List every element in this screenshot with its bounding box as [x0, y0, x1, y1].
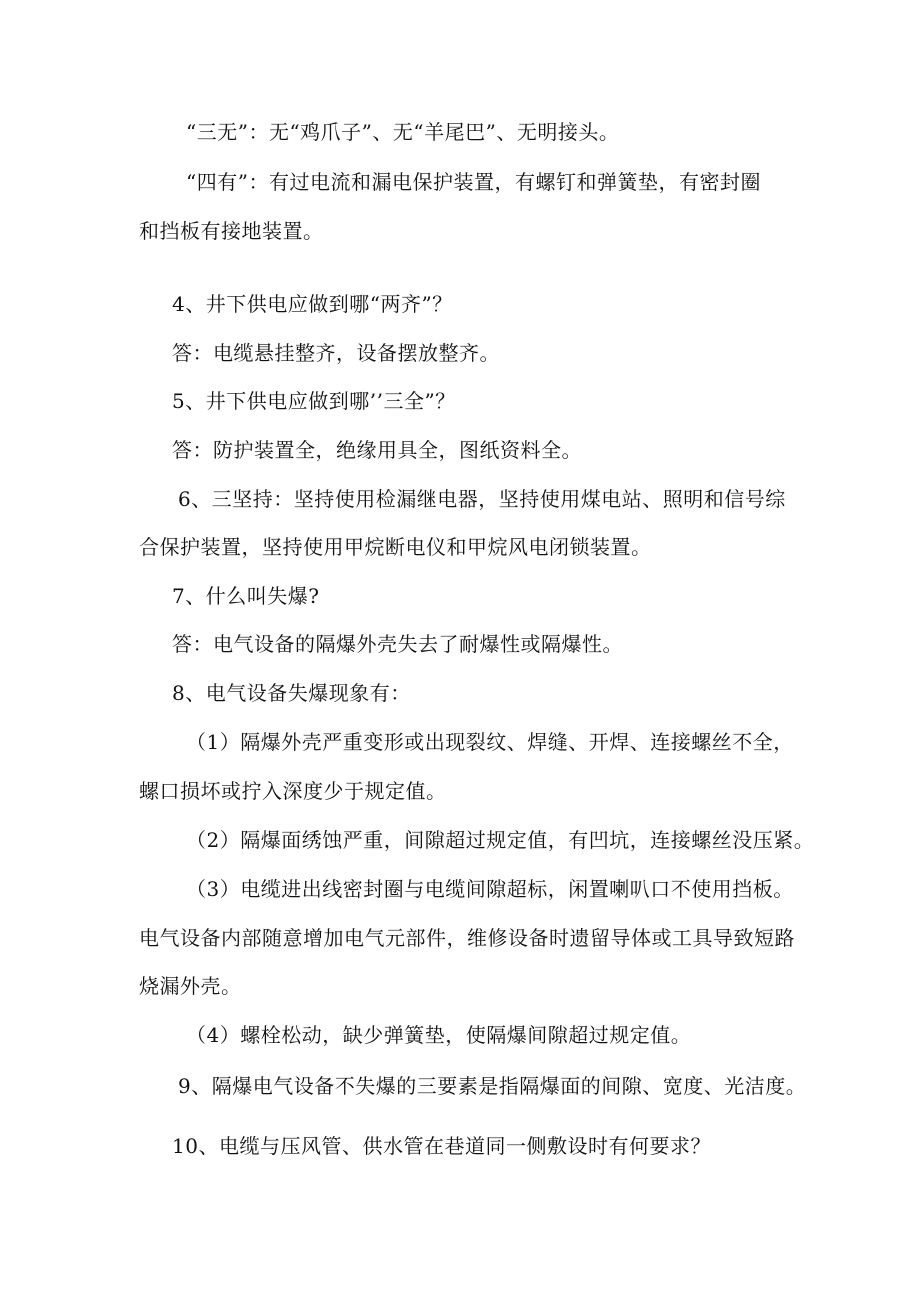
item-6-cont: 合保护装置，坚持使用甲烷断电仪和甲烷风电闭锁装置。 — [139, 535, 652, 559]
item-9: 9、隔爆电气设备不失爆的三要素是指隔爆面的间隙、宽度、光洁度。 — [178, 1074, 807, 1098]
item-8-4: （4）螺栓松动，缺少弹簧垫，使隔爆间隙超过规定值。 — [186, 1023, 692, 1047]
item-8-3: （3）电缆进出线密封圈与电缆间隙超标，闲置喇叭口不使用挡板。 — [186, 877, 794, 901]
item-8-heading: 8、电气设备失爆现象有： — [172, 681, 411, 705]
question-7: 7、什么叫失爆? — [172, 584, 320, 608]
text-line-si-you: “四有”：有过电流和漏电保护装置，有螺钉和弹簧垫，有密封圈 — [186, 170, 761, 194]
question-5: 5、井下供电应做到哪’’三全”？ — [172, 389, 456, 413]
item-8-3-cont2: 烧漏外壳。 — [139, 974, 242, 998]
item-6: 6、三坚持：坚持使用检漏继电器，坚持使用煤电站、照明和信号综 — [178, 487, 786, 511]
item-8-2: （2）隔爆面绣蚀严重，间隙超过规定值，有凹坑，连接螺丝没压紧。 — [186, 828, 815, 852]
item-8-1-cont: 螺口损坏或拧入深度少于规定值。 — [139, 779, 447, 803]
question-4: 4、井下供电应做到哪“两齐”？ — [172, 292, 453, 316]
answer-4: 答：电缆悬挂整齐，设备摆放整齐。 — [172, 341, 500, 365]
text-line-san-wu: “三无”：无“鸡爪子”、无“羊尾巴”、无明接头。 — [186, 120, 620, 144]
text-line-si-you-cont: 和挡板有接地装置。 — [139, 219, 324, 243]
answer-5: 答：防护装置全，绝缘用具全，图纸资料全。 — [172, 438, 582, 462]
item-8-3-cont: 电气设备内部随意增加电气元部件，维修设备时遗留导体或工具导致短路 — [139, 926, 795, 950]
item-8-1: （1）隔爆外壳严重变形或出现裂纹、焊缝、开焊、连接螺丝不全， — [186, 730, 794, 754]
question-10: 10、电缆与压风管、供水管在巷道同一侧敷设时有何要求？ — [172, 1134, 711, 1158]
answer-7: 答：电气设备的隔爆外壳失去了耐爆性或隔爆性。 — [172, 632, 623, 656]
